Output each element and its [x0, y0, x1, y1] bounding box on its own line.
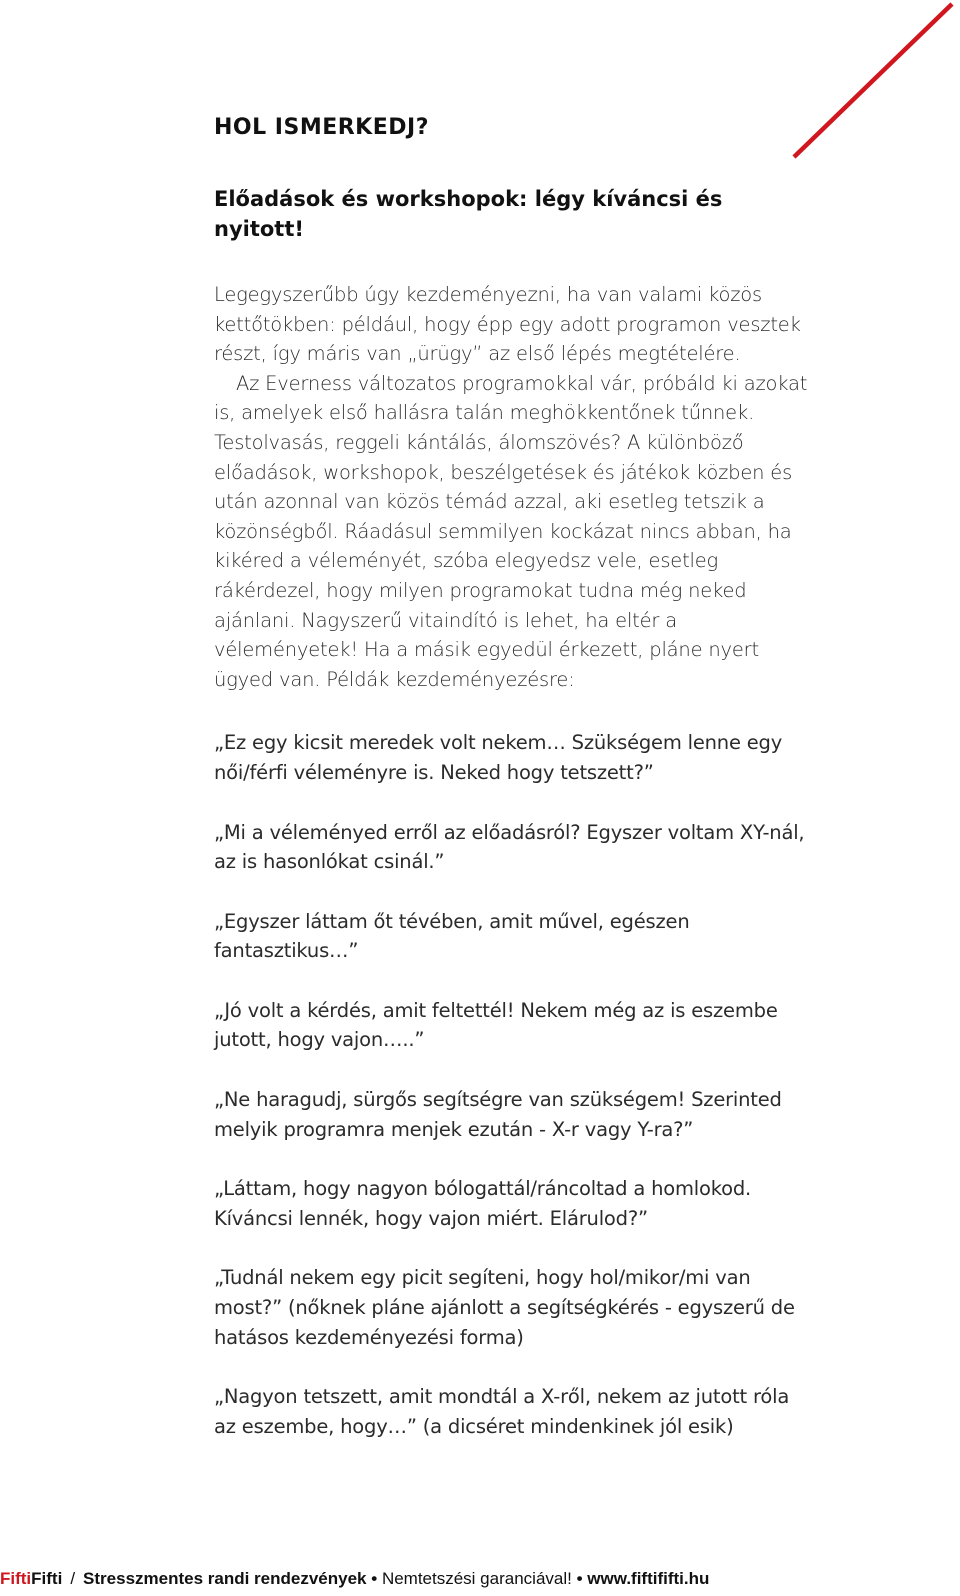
example-quote-2: „Mi a véleményed erről az előadásról? Egyszer voltam XY-nál, az is hasonlókat csinál.” [214, 820, 805, 874]
footer-guarantee: Nemtetszési garanciával! [381, 1569, 572, 1588]
example-quote-3: „Egyszer láttam őt tévében, amit művel, egészen fantasztikus…” [214, 909, 690, 963]
footer-bullet-2: • [576, 1569, 583, 1588]
section-subheading: Előadások és workshopok: légy kíváncsi és nyitott! [214, 187, 723, 241]
example-quote-4: „Jó volt a kérdés, amit feltettél! Nekem még az is eszembe jutott, hogy vajon…..” [214, 998, 778, 1052]
footer-bullet-1: • [371, 1569, 378, 1588]
paragraph-everness: Az Everness változatos programokkal vár, próbáld ki azokat is, amelyek első hallásra talán meghökkentőnek tűnnek. Testolvasás, reggeli kántálás, álomszövés? A különböző előadások, workshopok, beszélgetések és játékok közben és után azonnal van közös témád azzal, aki esetleg tetszik a közönségből. Ráadásul semmilyen kockázat nincs abban, ha kikéred a véleményét, szóba elegyedsz vele, esetleg rákérdezel, hogy milyen programokat tudna még neked ajánlani. Nagyszerű vitaindító is lehet, ha eltér a véleményetek! Ha a másik egyedül érkezett, pláne nyert ügyed van. Példák kezdeményezésre: [214, 371, 808, 691]
footer-website-link[interactable]: www.fiftififti.hu [587, 1569, 710, 1588]
example-list [214, 728, 814, 1441]
footer-separator: / [70, 1569, 76, 1588]
article [214, 112, 814, 1471]
footer-tagline: Stresszmentes randi rendezvények [83, 1569, 367, 1588]
example-quote-7: „Tudnál nekem egy picit segíteni, hogy hol/mikor/mi van most?” (nőknek pláne ajánlott a segítségkérés - egyszerű de hatásos kezdeményezési forma) [214, 1266, 795, 1349]
paragraph-intro: Legegyszerűbb úgy kezdeményezni, ha van valami közös kettőtökben: például, hogy épp egy adott programon vesztek részt, így máris van „ürügy” az első lépés megtételére. [214, 283, 801, 366]
page-footer [0, 1568, 960, 1596]
example-quote-5: „Ne haragudj, sürgős segítségre van szükségem! Szerinted melyik programra menjek ezután - X-r vagy Y-ra?” [214, 1088, 782, 1141]
brand-logo [0, 1569, 62, 1588]
body-paragraph [214, 280, 814, 694]
example-quote-6: „Láttam, hogy nagyon bólogattál/ráncoltad a homlokod. Kíváncsi lennék, hogy vajon miért. Elárulod?” [214, 1177, 752, 1230]
example-quote-8: „Nagyon tetszett, amit mondtál a X-ről, nekem az jutott róla az eszembe, hogy…” (a dicséret mindenkinek jól esik) [214, 1385, 790, 1438]
brand-part-black: Fifti [31, 1569, 63, 1588]
page-heading: HOL ISMERKEDJ? [214, 115, 429, 140]
example-quote-1: „Ez egy kicsit meredek volt nekem… Szükségem lenne egy női/férfi véleményre is. Neked hogy tetszett?” [214, 731, 783, 784]
brand-part-red: Fifti [0, 1569, 32, 1588]
